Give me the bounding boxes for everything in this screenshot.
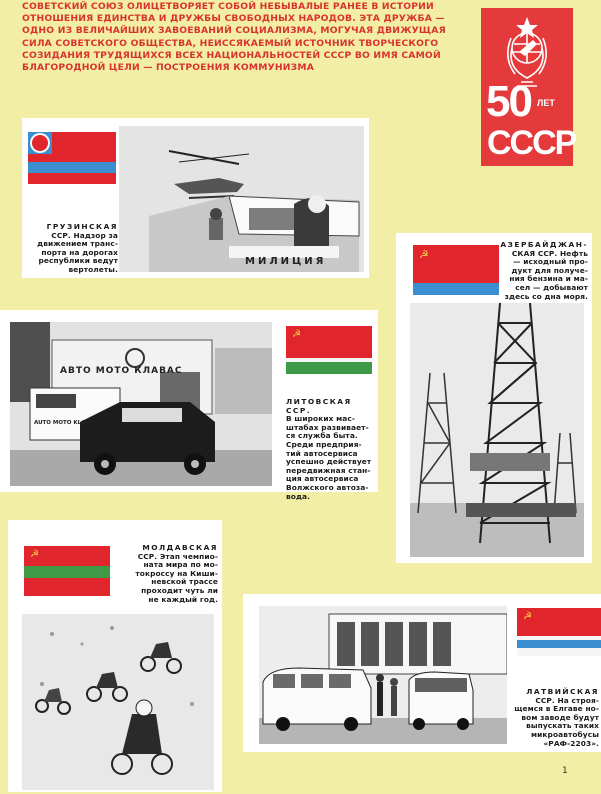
photo-oil-derricks — [410, 303, 584, 557]
caption-line: «РАФ-2203». — [543, 738, 599, 748]
photo-auto-service-station — [10, 322, 272, 486]
azerbaijan-ssr-flag-icon: ☭ — [413, 245, 499, 295]
region-name: ЛАТВИЙСКАЯ — [526, 687, 599, 696]
caption-line: микроавтобусы — [531, 729, 599, 739]
caption-line: успешно действует — [286, 457, 372, 467]
caption-line: штабах развивает- — [286, 422, 369, 432]
region-name: МОЛДАВСКАЯ — [142, 543, 218, 552]
auto-moto-sign: АВТО МОТО КЛАВАС — [60, 366, 183, 376]
caption-line: здесь со дна моря. — [504, 291, 588, 301]
caption-line: сел — добывают — [515, 282, 588, 292]
caption-line: невской трассе — [151, 577, 218, 587]
caption-line: В широких мас- — [286, 414, 356, 424]
caption-line: выпускать таких — [526, 721, 599, 731]
emblem-years-label: ЛЕТ — [537, 98, 555, 108]
caption-line: республики ведут — [38, 256, 118, 266]
georgian-ssr-flag-icon — [28, 132, 116, 184]
region-name: АЗЕРБАЙДЖАН- — [500, 240, 588, 249]
caption-line: проходит чуть ли — [141, 585, 218, 595]
caption-line: щемся в Елгаве но- — [514, 704, 599, 714]
emblem-number: 50 — [486, 77, 531, 126]
caption-latvian — [509, 688, 599, 748]
caption-line: Волжского автоза- — [286, 482, 369, 492]
caption-line: вода. — [286, 491, 311, 501]
region-name: ГРУЗИНСКАЯ — [46, 222, 118, 231]
caption-line: токроссу на Киши- — [135, 568, 218, 578]
photo-raf-minibuses — [259, 606, 507, 744]
caption-line: ната мира по мо- — [143, 560, 218, 570]
caption-line: порта на дорогах — [41, 247, 118, 257]
caption-line: тий автосервиса — [286, 448, 358, 458]
caption-line: дукт для получе- — [511, 265, 588, 275]
caption-line: ССР. На строя- — [535, 695, 599, 705]
card-latvian-ssr — [243, 594, 601, 752]
caption-line: ся служба быта. — [286, 431, 358, 441]
caption-moldavian — [116, 544, 218, 604]
caption-azerbaijan — [500, 241, 588, 301]
moldavian-ssr-flag-icon: ☭ — [24, 546, 110, 596]
lithuanian-ssr-flag-icon: ☭ — [286, 326, 372, 374]
caption-line: вом заводе будут — [521, 712, 599, 722]
caption-line: Среди предприя- — [286, 439, 362, 449]
emblem-country: СССР — [487, 124, 576, 162]
caption-line: ция автосервиса — [286, 474, 359, 484]
card-moldavian-ssr — [8, 520, 222, 792]
caption-line: ССР. Надзор за — [51, 230, 118, 240]
card-lithuanian-ssr — [0, 310, 378, 501]
photo-motocross — [22, 614, 214, 790]
intro-paragraph: СОВЕТСКИЙ СОЮЗ ОЛИЦЕТВОРЯЕТ СОБОЙ НЕБЫВАЛЫЕ РАНЕЕ В ИСТОРИИ ОТНОШЕНИЯ ЕДИНСТВА И ДРУЖБЫ СВОБОДНЫХ НАРОДОВ. ЭТА ДРУЖБА — ОДНО ИЗ ВЕЛИЧАЙШИХ ЗАВОЕВАНИЙ СОЦИАЛИЗМА, МОГУЧАЯ ДВИЖУЩАЯ СИЛА СОВЕТСКОГО ОБЩЕСТВА, НЕИССЯКАЕМЫЙ ИСТОЧНИК ТВОРЧЕСКОГО СОЗИДАНИЯ ТРУДЯЩИХСЯ ВСЕХ НАЦИОНАЛЬНОСТЕЙ СССР ВО ИМЯ САМОЙ БЛАГОРОДНОЙ ЦЕЛИ — ПОСТРОЕНИЯ КОММУНИЗМА — [22, 1, 446, 74]
caption-line: СКАЯ ССР. Нефть — [511, 248, 588, 258]
card-georgian-ssr — [22, 118, 369, 278]
caption-line: вертолеты. — [68, 264, 118, 274]
region-name: ЛИТОВСКАЯ ССР. — [286, 397, 352, 415]
caption-georgian — [34, 223, 118, 275]
photo-helicopter-police — [119, 126, 364, 272]
card-azerbaijan-ssr — [396, 233, 592, 563]
van-lettering: AUTO MOTO KLAVAS — [34, 420, 98, 426]
caption-line: движением транс- — [37, 239, 118, 249]
caption-line: не каждый год. — [148, 594, 218, 604]
latvian-ssr-flag-icon: ☭ — [517, 608, 601, 656]
caption-line: передвижная стан- — [286, 465, 371, 475]
page-number: 1 — [562, 766, 568, 776]
caption-line: — исходный про- — [513, 257, 588, 267]
caption-lithuanian — [286, 398, 376, 501]
anniversary-emblem — [481, 8, 576, 166]
caption-line: ния бензина и ма- — [509, 274, 588, 284]
police-label: МИЛИЦИЯ — [245, 256, 327, 267]
caption-line: ССР. Этап чемпио- — [137, 551, 218, 561]
